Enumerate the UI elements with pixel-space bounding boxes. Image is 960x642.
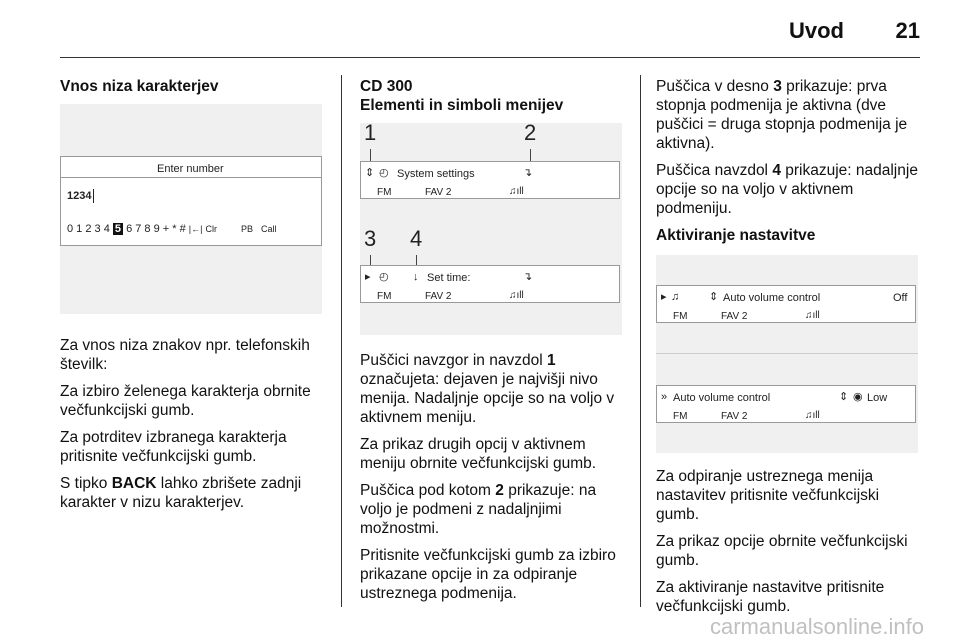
callout-1: 1 — [364, 120, 377, 145]
music-signal-icon: ♫ıll — [805, 410, 820, 421]
enter-number-title: Enter number — [157, 163, 224, 175]
paragraph: Pritisnite večfunkcijski gumb za izbiro prikazane opcije in za odpiranje ustreznega podmenija. — [360, 547, 616, 602]
paragraph-arrows-1 — [360, 351, 628, 427]
section-heading-cd300: CD 300 — [360, 78, 413, 95]
backspace-icon: |←| — [188, 224, 203, 234]
paragraph: Za potrditev izbranega karakterja pritisnite večfunkcijski gumb. — [60, 429, 287, 465]
down-arrow-icon: ↓ — [413, 271, 419, 283]
ref-number: 2 — [495, 482, 504, 499]
clock-icon: ◴ — [379, 271, 389, 283]
menu-screen-set-time — [360, 265, 620, 303]
column-divider-right — [640, 75, 641, 607]
setting-value: Low — [867, 392, 888, 404]
middle-column — [360, 77, 628, 611]
screen-separator — [61, 177, 321, 178]
watermark: carmanualsonline.info — [709, 614, 924, 639]
back-key-label: BACK — [111, 475, 157, 492]
callout-3: 3 — [364, 226, 377, 251]
favourites-label: FAV 2 — [425, 187, 452, 198]
setting-screen-off — [656, 285, 916, 323]
up-down-arrow-icon: ⇕ — [365, 167, 375, 179]
favourites-label: FAV 2 — [721, 411, 748, 422]
submenu-arrow-icon: ↴ — [523, 271, 533, 283]
up-down-arrow-icon: ⇕ — [709, 291, 719, 303]
paragraph-arrow-4 — [656, 161, 924, 218]
callout-4: 4 — [410, 226, 423, 251]
band-fm: FM — [377, 187, 392, 198]
figure-auto-volume — [656, 255, 918, 453]
characters-after: 6 7 8 9 + * # — [126, 223, 186, 235]
text: Puščica v desno — [656, 78, 774, 95]
entered-digits — [67, 187, 94, 206]
paragraph: Za prikaz drugih opcij v aktivnem meniju obrnite večfunkcijski gumb. — [360, 436, 597, 472]
figure-menu-elements — [360, 120, 622, 335]
favourites-label: FAV 2 — [425, 291, 452, 302]
setting-value: Off — [893, 292, 908, 304]
paragraph-arrow-3 — [656, 77, 924, 153]
music-note-icon: ♫ — [671, 291, 680, 303]
ref-number: 1 — [546, 352, 556, 369]
figure-enter-number — [60, 104, 322, 314]
pb-label: PB — [241, 224, 254, 234]
text: lahko zbrišete zadnji karakter v nizu karakterjev. — [60, 475, 302, 511]
clock-icon: ◴ — [379, 167, 389, 179]
paragraph: Za vnos niza znakov npr. telefonskih številk: — [60, 337, 310, 373]
header-rule — [60, 57, 920, 58]
band-fm: FM — [377, 291, 392, 302]
page-header-title: Uvod — [789, 18, 844, 43]
section-heading-activate-setting: Aktiviranje nastavitve — [656, 227, 816, 244]
paragraph: Za prikaz opcije obrnite večfunkcijski gumb. — [656, 533, 908, 569]
text: Puščica pod kotom — [360, 482, 496, 499]
selected-character: 5 — [114, 223, 122, 235]
page-number: 21 — [895, 18, 920, 43]
column-divider-left — [341, 75, 342, 607]
text: prikazuje: nadaljnje opcije so na voljo v aktivnem podmeniju. — [656, 162, 918, 217]
double-right-arrow-icon: » — [661, 391, 668, 403]
text: Puščici navzgor in navzdol — [360, 352, 547, 369]
paragraph: Za aktiviranje nastavitve pritisnite večfunkcijski gumb. — [656, 579, 885, 615]
submenu-arrow-icon: ↴ — [523, 167, 533, 179]
setting-label: Auto volume control — [723, 292, 821, 304]
favourites-label: FAV 2 — [721, 311, 748, 322]
text: označujeta: dejaven je najvišji nivo menija. Nadaljnje opcije so na voljo v aktivnem meniju. — [360, 371, 615, 426]
radio-selected-icon: ◉ — [853, 391, 863, 403]
music-signal-icon: ♫ıll — [509, 186, 524, 197]
music-signal-icon: ♫ıll — [805, 310, 820, 321]
paragraph-arrow-2 — [360, 481, 628, 538]
menu-label-set-time: Set time: — [427, 272, 471, 284]
section-heading-character-entry: Vnos niza karakterjev — [60, 78, 219, 95]
call-label: Call — [261, 224, 277, 234]
menu-label-system-settings: System settings — [397, 168, 475, 180]
character-strip — [67, 220, 217, 239]
paragraph-back-key — [60, 474, 330, 512]
ref-number: 4 — [772, 162, 781, 179]
ref-number: 3 — [773, 78, 782, 95]
text: prikazuje: prva stopnja podmenija je aktivna (dve puščici = druga stopnja podmenija je aktivna). — [656, 78, 908, 152]
right-arrow-icon: ▸ — [365, 271, 371, 283]
setting-label: Auto volume control — [673, 392, 771, 404]
figure-divider — [656, 353, 918, 354]
up-down-arrow-icon: ⇕ — [839, 391, 849, 403]
section-heading-menu-elements: Elementi in simboli menijev — [360, 97, 564, 114]
text: prikazuje: na voljo je podmeni z nadaljnjimi možnostmi. — [360, 482, 597, 537]
paragraph: Za izbiro želenega karakterja obrnite večfunkcijski gumb. — [60, 383, 311, 419]
setting-screen-low — [656, 385, 916, 423]
entered-digits-text: 1234 — [67, 190, 92, 202]
enter-number-screen — [60, 156, 322, 246]
right-column — [656, 77, 924, 624]
text: Puščica navzdol — [656, 162, 773, 179]
callout-2: 2 — [524, 120, 537, 145]
left-column — [60, 77, 330, 520]
music-signal-icon: ♫ıll — [509, 290, 524, 301]
menu-screen-system-settings — [360, 161, 620, 199]
clr-label: Clr — [205, 224, 218, 234]
band-fm: FM — [673, 311, 688, 322]
characters-before: 0 1 2 3 4 — [67, 223, 110, 235]
text-cursor — [93, 189, 94, 203]
text: S tipko — [60, 475, 112, 492]
right-arrow-icon: ▸ — [661, 291, 667, 303]
paragraph: Za odpiranje ustreznega menija nastavitev pritisnite večfunkcijski gumb. — [656, 468, 880, 523]
band-fm: FM — [673, 411, 688, 422]
